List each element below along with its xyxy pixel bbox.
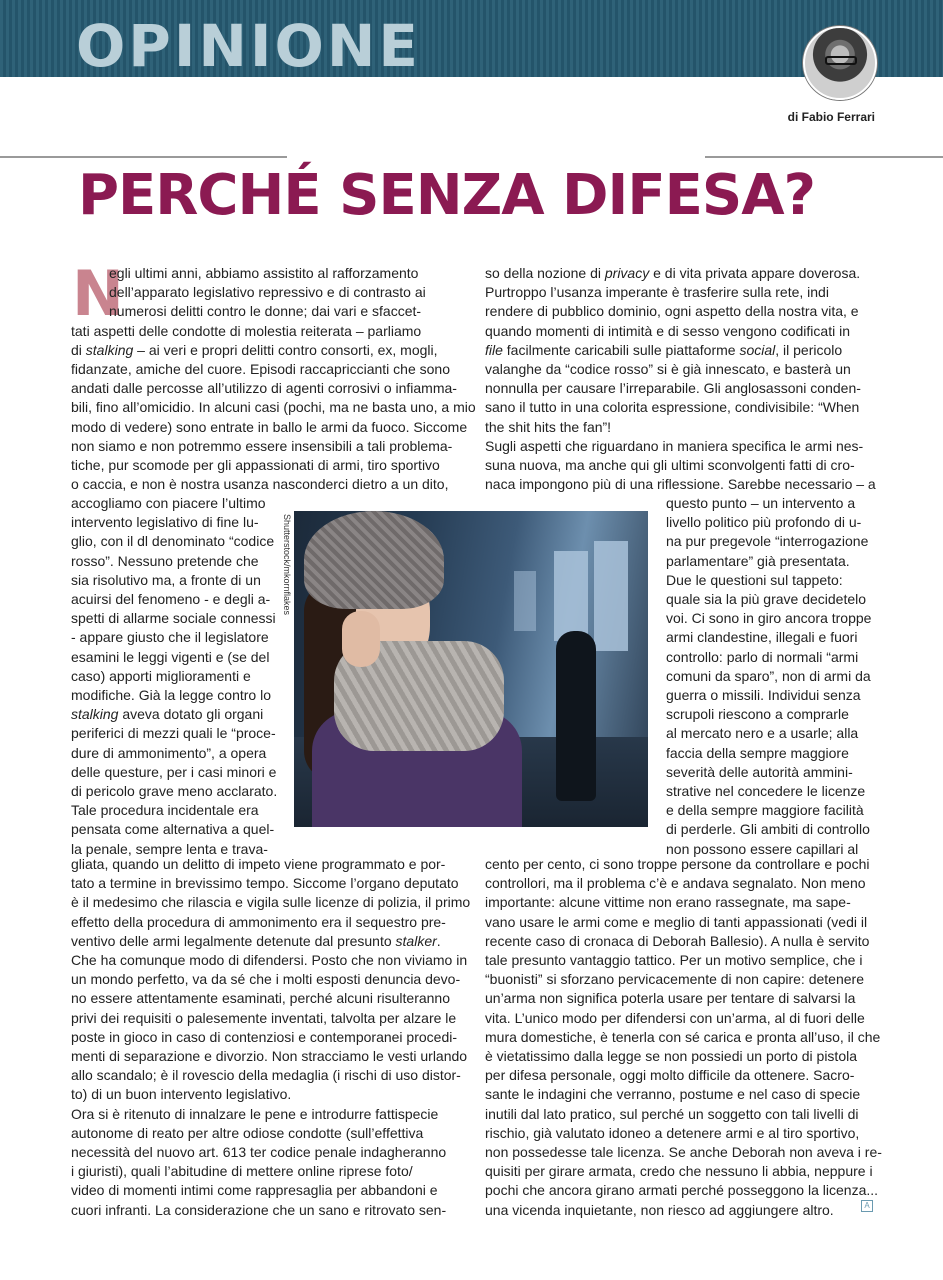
- text-line: modifiche. Già la legge contro lo: [71, 687, 271, 704]
- text-line: i giuristi), quali l’abitudine di mettere online riprese foto/: [71, 1163, 413, 1180]
- text-line: poste in gioco in caso di contenziosi e contemporanei procedi-: [71, 1028, 458, 1045]
- text-line: rendere di pubblico dominio, ogni aspetto della nostra vita, e: [485, 303, 859, 320]
- text-line: tato a termine in brevissimo tempo. Siccome l’organo deputato: [71, 875, 459, 892]
- text-line: the shit hits the fan”!: [485, 418, 612, 435]
- text-line: file facilmente caricabili sulle piattaforme social, il pericolo: [485, 341, 843, 358]
- text-line: rischio, già valutato idoneo a detenere armi e al tiro sportivo,: [485, 1124, 860, 1141]
- text-line: delle questure, per i casi minori e: [71, 763, 277, 780]
- text-line: intervento legislativo di fine lu-: [71, 514, 259, 531]
- text-line: valanghe da “codice rosso” si è già innescato, e basterà un: [485, 361, 851, 378]
- text-line: sia risolutivo ma, a fronte di un: [71, 571, 261, 588]
- divider-left: [0, 156, 287, 158]
- divider-right: [705, 156, 943, 158]
- text-line: Che ha comunque modo di difendersi. Posto che non viviamo in: [71, 952, 468, 969]
- text-line: ventivo delle armi legalmente detenute dal presunto stalker.: [71, 932, 441, 949]
- text-line: necessità del nuovo art. 613 ter codice penale indagheranno: [71, 1144, 447, 1161]
- text-line: esamini le leggi vigenti e (se del: [71, 648, 270, 665]
- column2-top: [485, 264, 876, 494]
- text-line: di stalking – ai veri e propri delitti contro consorti, ex, mogli,: [71, 341, 438, 358]
- column1-narrow: [71, 494, 277, 859]
- text-line: pensata come alternativa a quel-: [71, 821, 275, 838]
- headline: PERCHÉ SENZA DIFESA?: [78, 163, 816, 228]
- text-line: privi dei requisiti o palesemente inventati, talvolta per alzare le: [71, 1009, 457, 1026]
- column1-top: [71, 257, 476, 494]
- text-line: quando momenti di intimità e di sesso vengono codificati in: [485, 322, 850, 339]
- text-line: la penale, sempre lenta e trava-: [71, 840, 268, 857]
- text-line: faccia della sempre maggiore: [666, 744, 849, 761]
- text-line: e della sempre maggiore facilità: [666, 802, 864, 819]
- text-line: pochi che ancora girano armati perché posseggono la licenza...: [485, 1182, 879, 1199]
- text-line: mura domestiche, è tenerla con sé carica e pronta all’uso, il che: [485, 1028, 881, 1045]
- text-line: glio, con il dl denominato “codice: [71, 533, 275, 550]
- drop-cap: N: [72, 257, 124, 330]
- byline: di Fabio Ferrari: [787, 110, 875, 124]
- text-line: importante: alcune vittime non erano rassegnate, ma sape-: [485, 894, 851, 911]
- text-line: parlamentare” già presentata.: [666, 552, 850, 569]
- text-line: effetto della procedura di ammonimento era il sequestro pre-: [71, 913, 446, 930]
- text-line: spetti di allarme sociale connessi: [71, 610, 276, 627]
- end-mark-icon: A: [861, 1200, 873, 1212]
- text-line: è vietatissimo dalla legge se non possiedi un porto di pistola: [485, 1048, 858, 1065]
- text-line: egli ultimi anni, abbiamo assistito al rafforzamento: [109, 265, 419, 281]
- column1-bottom: [71, 855, 470, 1220]
- text-line: tale presunto vantaggio tattico. Per un motivo semplice, che i: [485, 952, 863, 969]
- text-line: naca impongono più di una riflessione. Sarebbe necessario – a: [485, 476, 876, 493]
- text-line: Tale procedura incidentale era: [71, 802, 259, 819]
- text-line: menti di separazione e divorzio. Non stracciamo le vesti urlando: [71, 1048, 468, 1065]
- text-line: Due le questioni sul tappeto:: [666, 571, 843, 588]
- text-line: non possedesse tale licenza. Se anche Deborah non aveva i re-: [485, 1144, 882, 1161]
- text-line: cuori infranti. La considerazione che un sano e ritrovato sen-: [71, 1201, 447, 1218]
- text-line: Sugli aspetti che riguardano in maniera specifica le armi nes-: [485, 437, 864, 454]
- text-line: video di momenti intimi come rappresaglia per abbandoni e: [71, 1182, 438, 1199]
- text-line: sano il tutto in una colorita espressione, condivisibile: “When: [485, 399, 860, 416]
- text-line: controllori, ma il problema c’è e andava segnalato. Non meno: [485, 875, 866, 892]
- column2-bottom: [485, 855, 882, 1220]
- text-line: comuni da sparo”, non di armi da: [666, 667, 871, 684]
- text-line: controllo: parlo di normali “armi: [666, 648, 859, 665]
- text-line: nonnulla per causare l’irreparabile. Gli anglosassoni conden-: [485, 380, 861, 397]
- text-line: modo di vedere) sono entrate in ballo le armi da fuoco. Siccome: [71, 418, 468, 435]
- text-line: Ora si è ritenuto di innalzare le pene e introdurre fattispecie: [71, 1105, 439, 1122]
- text-line: una vicenda inquietante, non riesco ad aggiungere altro.: [485, 1201, 834, 1218]
- text-line: guerra o missili. Individui senza: [666, 687, 861, 704]
- text-line: non siamo e non potremmo essere insensibili a tali problema-: [71, 437, 453, 454]
- text-line: suna nuova, ma anche qui gli ultimi sconvolgenti fatti di cro-: [485, 457, 855, 474]
- text-line: bili, fino all’omicidio. In alcuni casi (pochi, ma ne basta uno, a mio: [71, 399, 476, 416]
- text-line: cento per cento, ci sono troppe persone da controllare e pochi: [485, 856, 870, 872]
- text-line: di perderle. Gli ambiti di controllo: [666, 821, 870, 838]
- text-line: so della nozione di privacy e di vita privata appare doverosa.: [485, 265, 861, 281]
- text-line: non possono essere capillari al: [666, 840, 859, 857]
- text-line: acuirsi del fenomeno - e degli a-: [71, 591, 271, 608]
- author-photo: [803, 26, 877, 100]
- text-line: vano usare le armi come e meglio di tanti appassionati (vedi il: [485, 913, 868, 930]
- text-line: autonome di reato per altre odiose condotte (sull’effettiva: [71, 1124, 424, 1141]
- text-line: per difesa personale, oggi molto difficile da ottenere. Sacro-: [485, 1067, 855, 1084]
- text-line: - appare giusto che il legislatore: [71, 629, 269, 646]
- text-line: gliata, quando un delitto di impeto viene programmato e por-: [71, 856, 446, 872]
- text-line: questo punto – un intervento a: [666, 495, 856, 511]
- text-line: periferici di mezzi quali le “proce-: [71, 725, 276, 742]
- text-line: quale sia la più grave decidetelo: [666, 591, 867, 608]
- text-line: rosso”. Nessuno pretende che: [71, 552, 259, 569]
- text-line: no essere attentamente esaminati, perché alcuni risulteranno: [71, 990, 450, 1007]
- text-line: dure di ammonimento”, a opera: [71, 744, 267, 761]
- text-line: na pur pregevole “interrogazione: [666, 533, 869, 550]
- text-line: inutili dal lato pratico, sul perché un soggetto con tali livelli di: [485, 1105, 859, 1122]
- text-line: dell’apparato legislativo repressivo e di contrasto ai: [109, 284, 426, 301]
- article-photo: [294, 511, 648, 827]
- text-line: allo scandalo; è il rovescio della medaglia (i rischi di uso distor-: [71, 1067, 461, 1084]
- text-line: to) di un buon intervento legislativo.: [71, 1086, 292, 1103]
- text-line: severità delle autorità ammini-: [666, 763, 853, 780]
- text-line: recente caso di cronaca di Deborah Ballesio). A nulla è servito: [485, 932, 870, 949]
- photo-credit: Shutterstock/mkornflakes: [282, 514, 292, 616]
- section-title: OPINIONE: [76, 12, 421, 80]
- text-line: un’arma non significa poterla usare per tentare di salvarsi la: [485, 990, 856, 1007]
- text-line: andati dalle percosse all’utilizzo di agenti corrosivi o infiamma-: [71, 380, 457, 397]
- text-line: sante le indagini che verranno, postume e nel caso di specie: [485, 1086, 861, 1103]
- column2-narrow: [666, 494, 871, 859]
- text-line: numerosi delitti contro le donne; dai vari e sfaccet-: [109, 303, 422, 320]
- walking-figure: [556, 631, 596, 801]
- text-line: quisiti per girare armata, credo che nessuno li abbia, neppure i: [485, 1163, 873, 1180]
- text-line: voi. Ci sono in giro ancora troppe: [666, 610, 872, 627]
- text-line: un mondo perfetto, va da sé che i molti esposti denuncia devo-: [71, 971, 461, 988]
- text-line: armi clandestine, illegali e fuori: [666, 629, 858, 646]
- text-line: accogliamo con piacere l’ultimo: [71, 495, 266, 511]
- text-line: Purtroppo l’usanza imperante è trasferire sulla rete, indi: [485, 284, 829, 301]
- text-line: tiche, pur scomode per gli appassionati di armi, tiro sportivo: [71, 457, 440, 474]
- text-line: al mercato nero e a usarle; alla: [666, 725, 859, 742]
- text-line: è il medesimo che rilascia e vigila sulle licenze di polizia, il primo: [71, 894, 471, 911]
- text-line: caso) apporti miglioramenti e: [71, 667, 251, 684]
- text-line: o caccia, e non è nostra usanza nasconderci dietro a un dito,: [71, 476, 449, 493]
- text-line: tati aspetti delle condotte di molestia reiterata – parliamo: [71, 322, 422, 339]
- text-line: scrupoli riescono a comprarle: [666, 706, 849, 723]
- text-line: livello politico più profondo di u-: [666, 514, 862, 531]
- text-line: stalking aveva dotato gli organi: [71, 706, 264, 723]
- text-line: “buonisti” si sforzano pervicacemente di non capire: detenere: [485, 971, 864, 988]
- text-line: strative nel concedere le licenze: [666, 783, 866, 800]
- text-line: di pericolo grave meno acclarato.: [71, 783, 278, 800]
- text-line: vita. L’unico modo per difendersi con un’arma, al di fuori delle: [485, 1009, 865, 1026]
- text-line: fidanzate, amiche del cuore. Episodi raccapriccianti che sono: [71, 361, 450, 378]
